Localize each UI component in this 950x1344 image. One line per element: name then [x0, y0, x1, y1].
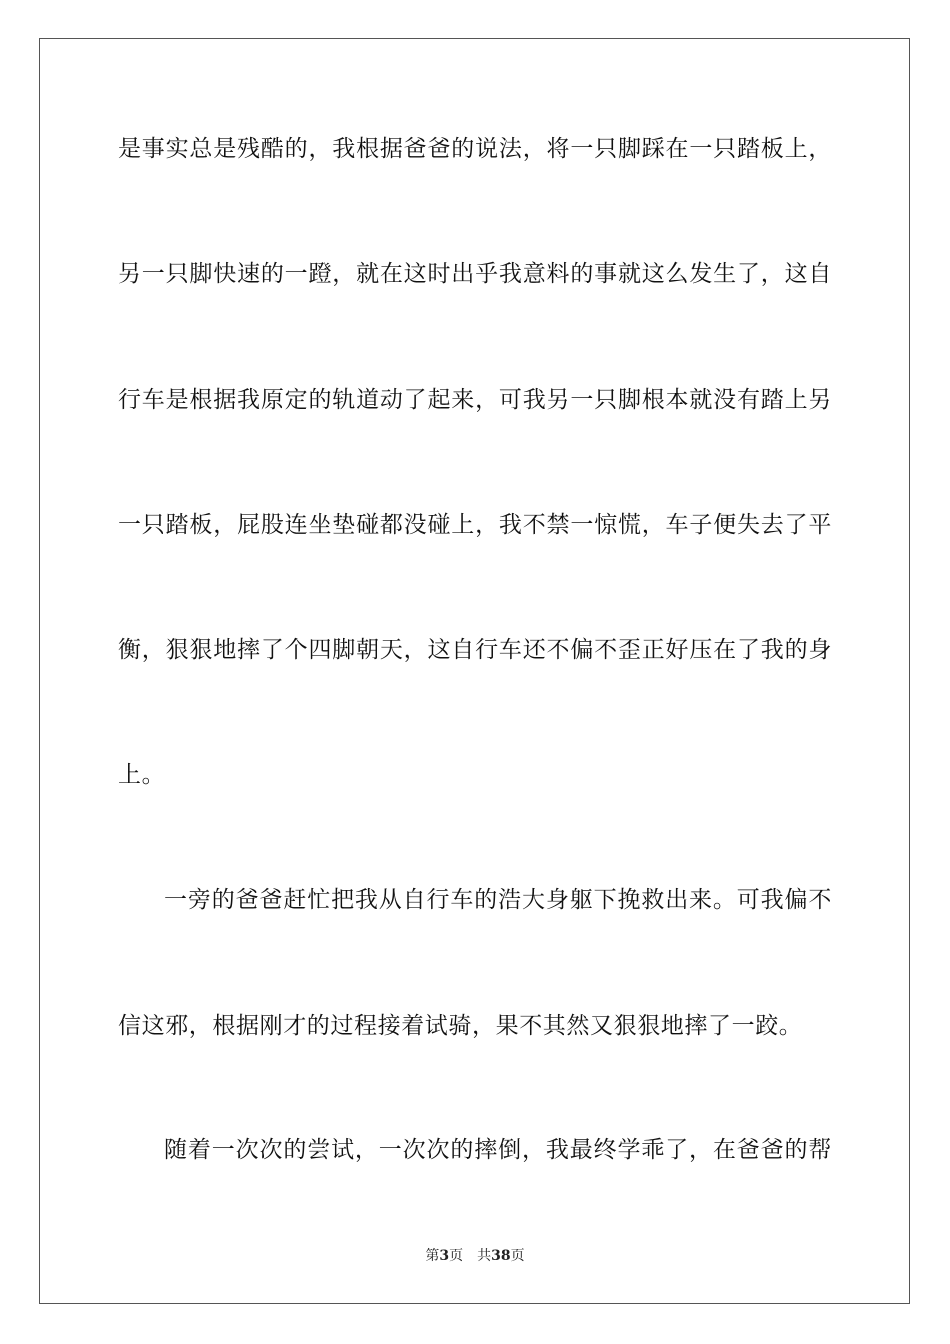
total-suffix: 页 — [510, 1248, 525, 1264]
text-line: 一只踏板，屁股连坐垫碰都没碰上，我不禁一惊慌，车子便失去了平 — [118, 512, 832, 538]
paragraph-first-line: 一旁的爸爸赶忙把我从自行车的浩大身躯下挽救出来。可我偏不 — [164, 887, 832, 913]
text-line: 上。 — [118, 762, 166, 788]
page-prefix: 第 — [425, 1248, 440, 1264]
text-line: 信这邪，根据刚才的过程接着试骑，果不其然又狠狠地摔了一跤。 — [118, 1013, 803, 1039]
text-line: 衡，狠狠地摔了个四脚朝天，这自行车还不偏不歪正好压在了我的身 — [118, 637, 832, 663]
total-prefix: 共 — [477, 1248, 492, 1264]
page-footer — [0, 1247, 950, 1265]
page-number: 3 — [439, 1248, 450, 1264]
page-suffix: 页 — [449, 1248, 464, 1264]
text-line: 行车是根据我原定的轨道动了起来，可我另一只脚根本就没有踏上另 — [118, 387, 832, 413]
text-line: 是事实总是残酷的，我根据爸爸的说法，将一只脚踩在一只踏板上， — [118, 136, 832, 162]
paragraph-first-line: 随着一次次的尝试，一次次的摔倒，我最终学乖了，在爸爸的帮 — [164, 1137, 832, 1163]
total-pages: 38 — [491, 1248, 511, 1264]
page-border — [39, 38, 910, 1304]
text-line: 另一只脚快速的一蹬，就在这时出乎我意料的事就这么发生了，这自 — [118, 261, 832, 287]
